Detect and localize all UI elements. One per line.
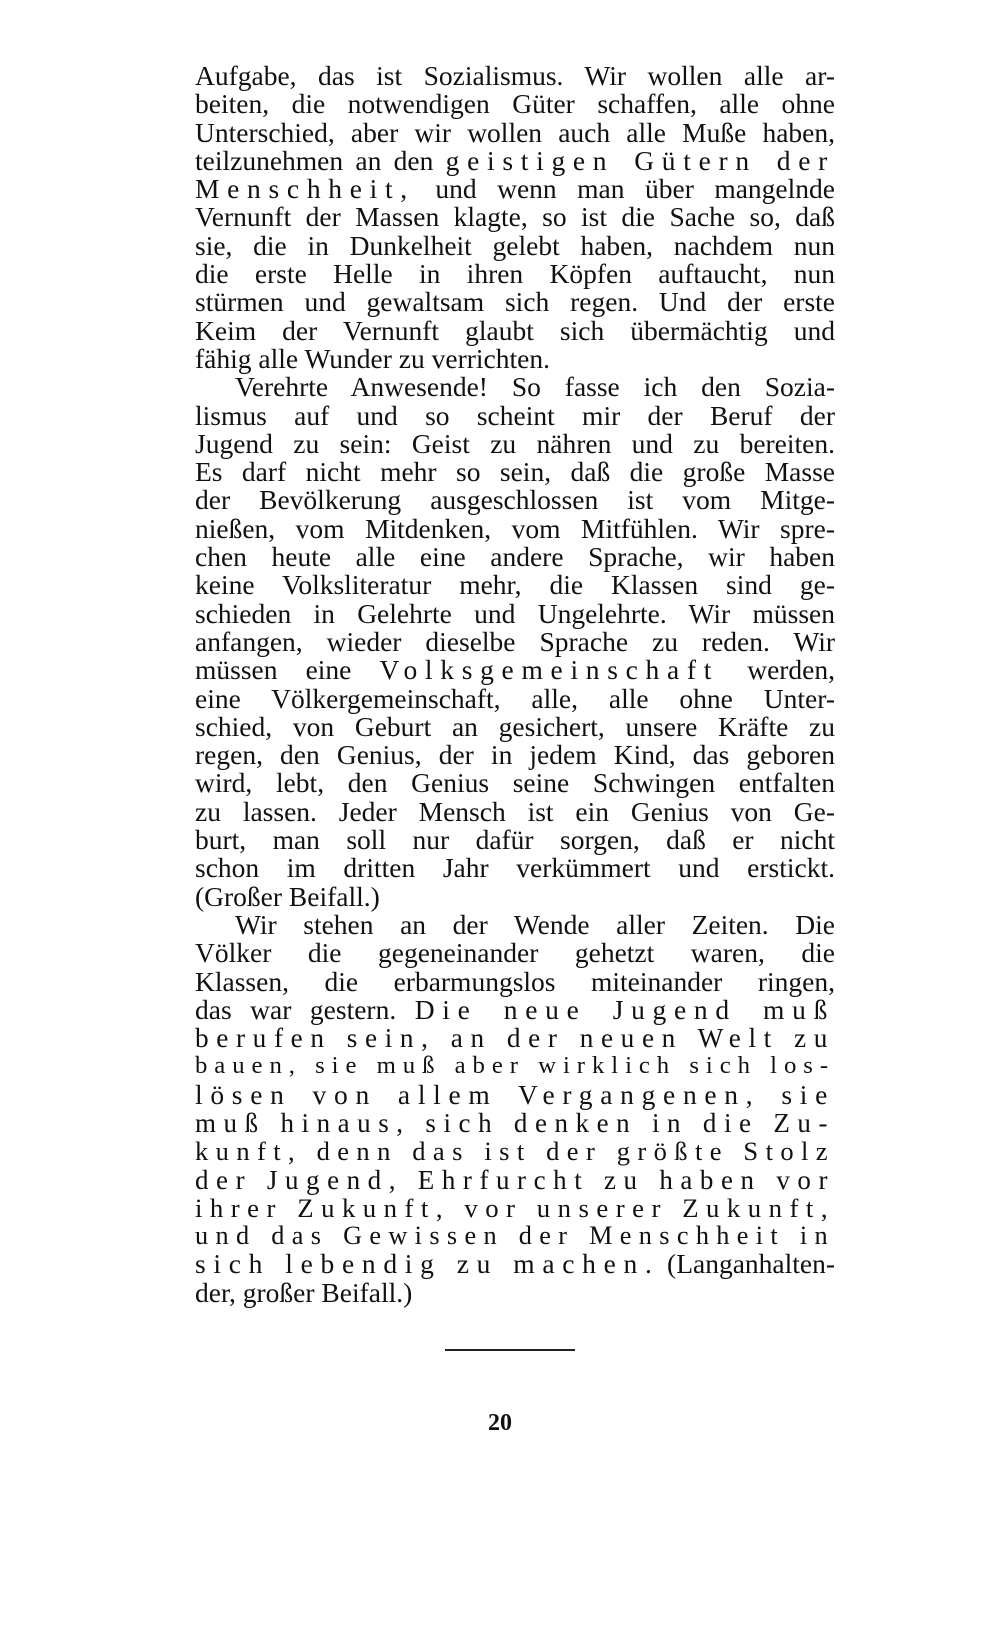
line-text: regen, den Genius, der in jedem Kind, das geboren: [195, 739, 835, 771]
line-text: Vernunft der Massen klagte, so ist die Sache so, daß: [195, 201, 835, 233]
line-text: teilzunehmen an den: [195, 144, 434, 176]
text-line-29: [195, 854, 835, 882]
line-text: Aufgabe, das ist Sozialismus. Wir wollen alle ar-: [195, 60, 835, 91]
spaced-emphasis: berufen sein, an der neuen Welt zu: [195, 1023, 835, 1054]
text-line-37: [195, 1078, 835, 1110]
spaced-emphasis: und das Gewissen der Menschheit in: [195, 1221, 835, 1251]
page-number: 20: [488, 1410, 512, 1436]
spaced-emphasis: der Jugend, Ehrfurcht zu haben vor: [195, 1164, 835, 1195]
line-text: Jugend zu sein: Geist zu nähren und zu bereiten.: [195, 427, 835, 459]
spaced-emphasis: Menschheit,: [195, 173, 415, 205]
line-text: keine Volksliteratur mehr, die Klassen sind ge-: [195, 569, 835, 601]
line-text: Wir stehen an der Wende aller Zeiten. Die: [235, 908, 835, 940]
line-text: stürmen und gewaltsam sich regen. Und der erste: [195, 286, 835, 318]
text-line-10: [195, 314, 835, 346]
text-line-14: [195, 427, 835, 459]
text-line-15: [195, 458, 835, 486]
text-line-12: [195, 373, 835, 401]
text-line-3: [195, 116, 835, 148]
text-line-23: [195, 682, 835, 714]
text-line-2: [195, 90, 835, 118]
line-text: zu lassen. Jeder Mensch ist ein Genius von Ge-: [195, 795, 835, 827]
line-text: eine Völkergemeinschaft, alle, alle ohne Unter-: [195, 682, 835, 714]
line-text: Völker die gegeneinander gehetzt waren, die: [195, 937, 835, 969]
line-text: chen heute alle eine andere Sprache, wir haben: [195, 541, 835, 573]
line-text: (Langanhalten-: [667, 1248, 836, 1280]
spaced-emphasis: bauen, sie muß aber wirklich sich los-: [195, 1052, 835, 1080]
line-text: burt, man soll nur dafür sorgen, daß er nicht: [195, 824, 835, 856]
text-line-33: [195, 965, 835, 997]
line-text: nießen, vom Mitdenken, vom Mitfühlen. Wir spre-: [195, 512, 835, 544]
text-line-34: [195, 993, 836, 1025]
line-text: der, großer Beifall.): [195, 1276, 413, 1308]
text-line-4: [195, 144, 836, 176]
line-text: Unterschied, aber wir wollen auch alle Muße haben,: [195, 116, 835, 148]
text-line-6: [195, 203, 835, 231]
text-line-9: [195, 288, 835, 316]
line-text: beiten, die notwendigen Güter schaffen, alle ohne: [195, 88, 835, 120]
text-line-28: [195, 826, 835, 854]
section-divider: [445, 1349, 575, 1351]
spaced-emphasis: kunft, denn das ist der größte Stolz: [195, 1136, 835, 1167]
text-line-30: [195, 880, 835, 912]
line-text: das war gestern.: [195, 993, 397, 1025]
text-line-43: [195, 1250, 835, 1278]
text-line-32: [195, 939, 835, 967]
spaced-emphasis: sich lebendig zu machen.: [195, 1248, 660, 1280]
line-text: anfangen, wieder dieselbe Sprache zu reden. Wir: [195, 625, 835, 657]
text-line-18: [195, 543, 835, 571]
text-line-31: [195, 908, 835, 940]
text-line-1: [195, 62, 835, 90]
text-line-13: [195, 399, 835, 431]
text-line-39: [195, 1137, 835, 1165]
text-line-25: [195, 741, 835, 769]
line-text: Es darf nicht mehr so sein, daß die große Masse: [195, 456, 835, 488]
line-text: Keim der Vernunft glaubt sich übermächtig und: [195, 314, 835, 346]
text-line-24: [195, 710, 835, 742]
text-line-36: [195, 1052, 835, 1080]
text-line-21: [195, 625, 835, 657]
line-text: (Großer Beifall.): [195, 880, 380, 912]
text-line-17: [195, 512, 835, 544]
text-line-42: [195, 1222, 835, 1250]
spaced-emphasis: muß hinaus, sich denken in die Zu-: [195, 1107, 835, 1138]
spaced-emphasis: Volksgemeinschaft: [379, 654, 720, 686]
text-line-44: [195, 1276, 835, 1308]
spaced-emphasis: lösen von allem Vergangenen, sie: [195, 1078, 835, 1110]
line-text: werden,: [747, 654, 836, 686]
line-text: müssen eine: [195, 654, 352, 686]
text-line-8: [195, 260, 835, 288]
line-text: fähig alle Wunder zu verrichten.: [195, 342, 550, 374]
line-text: wird, lebt, den Genius seine Schwingen entfalten: [195, 767, 835, 799]
line-text: schon im dritten Jahr verkümmert und erstickt.: [195, 852, 835, 884]
text-line-35: [195, 1024, 835, 1052]
text-line-26: [195, 769, 835, 797]
text-line-27: [195, 795, 835, 827]
line-text: schieden in Gelehrte und Ungelehrte. Wir müssen: [195, 597, 835, 629]
line-text: der Bevölkerung ausgeschlossen ist vom Mitge-: [195, 484, 835, 516]
line-text: Klassen, die erbarmungslos miteinander ringen,: [195, 965, 835, 997]
line-text: schied, von Geburt an gesichert, unsere Kräfte zu: [195, 710, 835, 742]
spaced-emphasis: geistigen Gütern der: [445, 144, 836, 176]
text-line-20: [195, 597, 835, 629]
text-line-22: [195, 656, 835, 684]
text-line-38: [195, 1109, 835, 1137]
spaced-emphasis: Die neue Jugend muß: [414, 993, 836, 1025]
page-text: [195, 62, 835, 1307]
text-line-19: [195, 571, 835, 599]
line-text: Verehrte Anwesende! So fasse ich den Sozia-: [235, 371, 835, 403]
text-line-7: [195, 229, 835, 261]
spaced-emphasis: ihrer Zukunft, vor unserer Zukunft,: [195, 1192, 835, 1223]
text-line-41: [195, 1194, 835, 1222]
line-text: und wenn man über mangelnde: [435, 173, 835, 205]
line-text: sie, die in Dunkelheit gelebt haben, nachdem nun: [195, 229, 835, 261]
text-line-40: [195, 1166, 835, 1194]
line-text: lismus auf und so scheint mir der Beruf der: [195, 399, 835, 431]
text-line-16: [195, 486, 835, 514]
text-line-11: [195, 342, 835, 374]
text-line-5: [195, 175, 835, 203]
line-text: die erste Helle in ihren Köpfen auftaucht, nun: [195, 258, 835, 290]
